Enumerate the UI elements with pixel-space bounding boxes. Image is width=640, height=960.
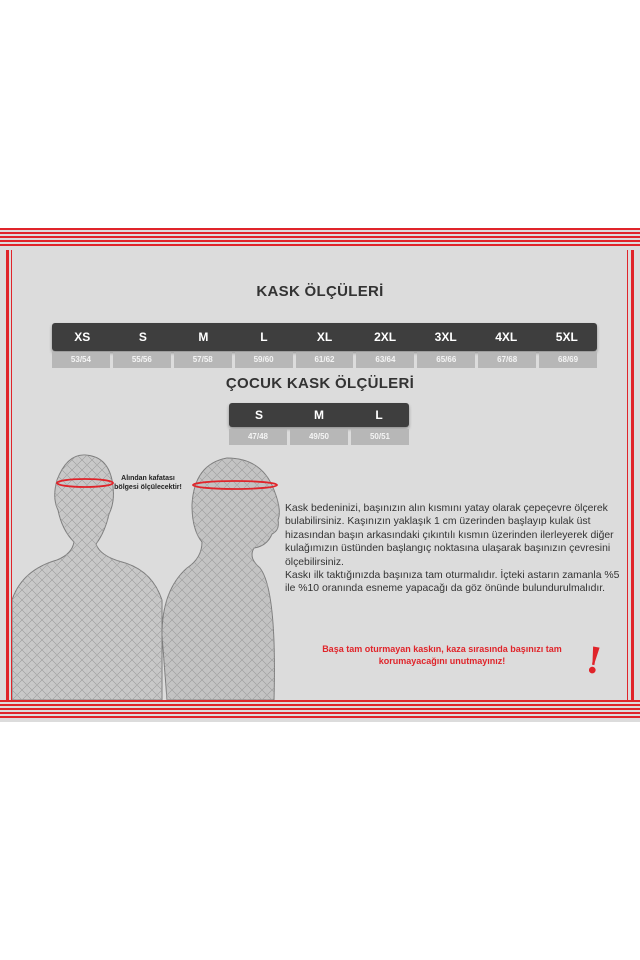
safety-warning: Başa tam oturmayan kaskın, kaza sırasında başınızı tam korumayacağını unutmayınız! [322, 644, 562, 666]
adult-size-measure: 59/60 [235, 352, 293, 368]
adult-size-measure: 68/69 [539, 352, 597, 368]
adult-size-measure: 65/66 [417, 352, 475, 368]
left-red-border [6, 250, 9, 700]
top-red-stripes [0, 228, 640, 250]
head-measure-note: Alından kafatası bölgesi ölçülecektir! [114, 475, 182, 491]
child-size-measure: 50/51 [351, 429, 409, 445]
adult-size-measure: 67/68 [478, 352, 536, 368]
adult-size-measure: 53/54 [52, 352, 110, 368]
bottom-red-stripes [0, 700, 640, 722]
adult-size-measure: 55/56 [113, 352, 171, 368]
adult-size-measure: 61/62 [296, 352, 354, 368]
child-size-label: M [314, 408, 324, 422]
child-size-measure: 47/48 [229, 429, 287, 445]
adult-size-label: L [260, 330, 268, 344]
exclamation-icon: ! [582, 638, 606, 684]
child-size-label: L [375, 408, 383, 422]
child-size-measure: 49/50 [290, 429, 348, 445]
adult-size-label: 4XL [495, 330, 518, 344]
right-red-border [631, 250, 634, 700]
right-red-border-thin [627, 250, 628, 700]
adult-size-values [52, 352, 597, 368]
adult-size-header [52, 323, 597, 351]
child-size-header [229, 403, 409, 427]
child-size-values [229, 429, 409, 445]
adult-size-measure: 63/64 [356, 352, 414, 368]
adult-size-label: 5XL [555, 330, 578, 344]
adult-size-label: 2XL [374, 330, 397, 344]
adult-size-label: M [198, 330, 209, 344]
child-size-label: S [254, 408, 263, 422]
side-head-figure [162, 458, 279, 700]
adult-size-label: XL [316, 330, 333, 344]
adult-size-label: 3XL [434, 330, 457, 344]
adult-size-label: S [138, 330, 147, 344]
measurement-instructions: Kask bedeninizi, başınızın alın kısmını yatay olarak çepeçevre ölçerek bulabilirsiniz. Kaşınızın yaklaşık 1 cm üzerinden başlayıp kulak üst hizasından başın arkasındaki çıkıntılı kısmın üzerinden ilerleyerek diğer kulağımızın üstünden başlangıç noktasına ulaşarak başınızın çevresini ölçebilirsiniz. Kaskı ilk taktığınızda başınıza tam oturmalıdır. İçteki astarın zamanla %5 ile %10 oranında esneme yapacağı da göz önünde bulundurulmalıdır. [285, 503, 620, 595]
adult-size-measure: 57/58 [174, 352, 232, 368]
adult-size-title: KASK ÖLÇÜLERİ [256, 283, 384, 300]
child-size-title: ÇOCUK KASK ÖLÇÜLERİ [225, 375, 415, 392]
adult-size-label: XS [74, 330, 91, 344]
